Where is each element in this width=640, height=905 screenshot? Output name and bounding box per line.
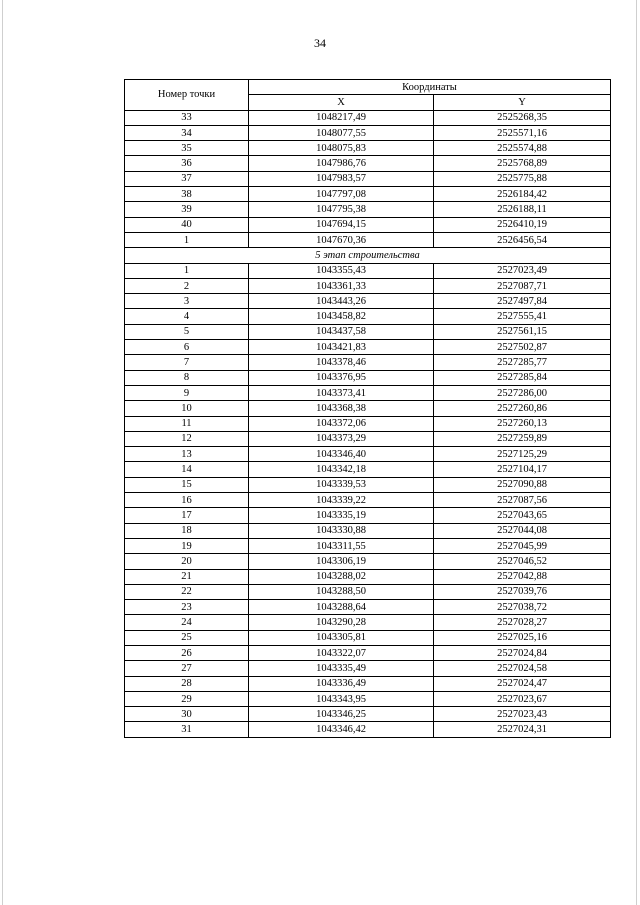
y-coordinate-cell: 2527555,41 — [434, 309, 611, 324]
point-number-cell: 19 — [125, 538, 249, 553]
point-number-cell: 23 — [125, 600, 249, 615]
table-row — [125, 615, 611, 630]
point-number-cell: 38 — [125, 187, 249, 202]
table-row — [125, 554, 611, 569]
point-number-cell: 28 — [125, 676, 249, 691]
x-coordinate-cell: 1043458,82 — [249, 309, 434, 324]
point-number-cell: 31 — [125, 722, 249, 737]
x-coordinate-cell: 1047983,57 — [249, 171, 434, 186]
y-coordinate-cell: 2527023,43 — [434, 707, 611, 722]
x-coordinate-cell: 1047694,15 — [249, 217, 434, 232]
x-coordinate-cell: 1043339,22 — [249, 493, 434, 508]
y-coordinate-cell: 2527024,84 — [434, 645, 611, 660]
point-number-cell: 7 — [125, 355, 249, 370]
table-row — [125, 431, 611, 446]
table-row — [125, 187, 611, 202]
y-coordinate-cell: 2527497,84 — [434, 294, 611, 309]
point-number-cell: 2 — [125, 278, 249, 293]
point-number-cell: 8 — [125, 370, 249, 385]
x-coordinate-cell: 1043343,95 — [249, 691, 434, 706]
header-coordinates: Координаты — [249, 80, 611, 95]
point-number-cell: 12 — [125, 431, 249, 446]
x-coordinate-cell: 1043305,81 — [249, 630, 434, 645]
header-y: Y — [434, 95, 611, 110]
x-coordinate-cell: 1043288,50 — [249, 584, 434, 599]
x-coordinate-cell: 1048077,55 — [249, 125, 434, 140]
x-coordinate-cell: 1043443,26 — [249, 294, 434, 309]
point-number-cell: 29 — [125, 691, 249, 706]
y-coordinate-cell: 2527090,88 — [434, 477, 611, 492]
x-coordinate-cell: 1043361,33 — [249, 278, 434, 293]
point-number-cell: 15 — [125, 477, 249, 492]
point-number-cell: 6 — [125, 340, 249, 355]
section-label: 5 этап строительства — [125, 248, 611, 263]
table-row — [125, 171, 611, 186]
y-coordinate-cell: 2525775,88 — [434, 171, 611, 186]
point-number-cell: 24 — [125, 615, 249, 630]
table-row — [125, 416, 611, 431]
point-number-cell: 1 — [125, 263, 249, 278]
x-coordinate-cell: 1048217,49 — [249, 110, 434, 125]
x-coordinate-cell: 1043346,25 — [249, 707, 434, 722]
y-coordinate-cell: 2527104,17 — [434, 462, 611, 477]
y-coordinate-cell: 2527024,31 — [434, 722, 611, 737]
point-number-cell: 39 — [125, 202, 249, 217]
table-row — [125, 370, 611, 385]
table-row — [125, 125, 611, 140]
y-coordinate-cell: 2527125,29 — [434, 447, 611, 462]
table-row — [125, 340, 611, 355]
y-coordinate-cell: 2527043,65 — [434, 508, 611, 523]
x-coordinate-cell: 1043311,55 — [249, 538, 434, 553]
y-coordinate-cell: 2525574,88 — [434, 141, 611, 156]
x-coordinate-cell: 1043288,64 — [249, 600, 434, 615]
point-number-cell: 36 — [125, 156, 249, 171]
point-number-cell: 22 — [125, 584, 249, 599]
point-number-cell: 25 — [125, 630, 249, 645]
x-coordinate-cell: 1043322,07 — [249, 645, 434, 660]
y-coordinate-cell: 2526184,42 — [434, 187, 611, 202]
point-number-cell: 13 — [125, 447, 249, 462]
x-coordinate-cell: 1043290,28 — [249, 615, 434, 630]
table-row — [125, 385, 611, 400]
y-coordinate-cell: 2526188,11 — [434, 202, 611, 217]
point-number-cell: 33 — [125, 110, 249, 125]
x-coordinate-cell: 1043372,06 — [249, 416, 434, 431]
x-coordinate-cell: 1047986,76 — [249, 156, 434, 171]
section-row — [125, 248, 611, 263]
table-row — [125, 569, 611, 584]
table-row — [125, 278, 611, 293]
x-coordinate-cell: 1043336,49 — [249, 676, 434, 691]
table-row — [125, 600, 611, 615]
x-coordinate-cell: 1043355,43 — [249, 263, 434, 278]
point-number-cell: 14 — [125, 462, 249, 477]
y-coordinate-cell: 2527502,87 — [434, 340, 611, 355]
coordinates-table — [124, 79, 611, 738]
table-row — [125, 538, 611, 553]
table-row — [125, 232, 611, 247]
y-coordinate-cell: 2525571,16 — [434, 125, 611, 140]
scan-edge-left — [2, 0, 3, 905]
y-coordinate-cell: 2527039,76 — [434, 584, 611, 599]
table-row — [125, 324, 611, 339]
x-coordinate-cell: 1043378,46 — [249, 355, 434, 370]
x-coordinate-cell: 1043373,41 — [249, 385, 434, 400]
x-coordinate-cell: 1043368,38 — [249, 401, 434, 416]
point-number-cell: 30 — [125, 707, 249, 722]
x-coordinate-cell: 1043342,18 — [249, 462, 434, 477]
table-row — [125, 217, 611, 232]
point-number-cell: 21 — [125, 569, 249, 584]
y-coordinate-cell: 2527025,16 — [434, 630, 611, 645]
table-row — [125, 477, 611, 492]
table-row — [125, 263, 611, 278]
table-row — [125, 722, 611, 737]
point-number-cell: 10 — [125, 401, 249, 416]
y-coordinate-cell: 2527260,13 — [434, 416, 611, 431]
y-coordinate-cell: 2526410,19 — [434, 217, 611, 232]
y-coordinate-cell: 2527045,99 — [434, 538, 611, 553]
y-coordinate-cell: 2527286,00 — [434, 385, 611, 400]
x-coordinate-cell: 1047797,08 — [249, 187, 434, 202]
table-row — [125, 401, 611, 416]
table-row — [125, 202, 611, 217]
point-number-cell: 1 — [125, 232, 249, 247]
scan-edge-right — [636, 0, 637, 905]
table-row — [125, 141, 611, 156]
point-number-cell: 9 — [125, 385, 249, 400]
point-number-cell: 35 — [125, 141, 249, 156]
x-coordinate-cell: 1043376,95 — [249, 370, 434, 385]
point-number-cell: 17 — [125, 508, 249, 523]
point-number-cell: 11 — [125, 416, 249, 431]
table-row — [125, 355, 611, 370]
table-row — [125, 294, 611, 309]
table-row — [125, 309, 611, 324]
point-number-cell: 18 — [125, 523, 249, 538]
y-coordinate-cell: 2527561,15 — [434, 324, 611, 339]
x-coordinate-cell: 1043335,49 — [249, 661, 434, 676]
y-coordinate-cell: 2527046,52 — [434, 554, 611, 569]
y-coordinate-cell: 2527042,88 — [434, 569, 611, 584]
y-coordinate-cell: 2526456,54 — [434, 232, 611, 247]
x-coordinate-cell: 1043346,40 — [249, 447, 434, 462]
x-coordinate-cell: 1047795,38 — [249, 202, 434, 217]
point-number-cell: 27 — [125, 661, 249, 676]
x-coordinate-cell: 1043346,42 — [249, 722, 434, 737]
y-coordinate-cell: 2527087,56 — [434, 493, 611, 508]
x-coordinate-cell: 1047670,36 — [249, 232, 434, 247]
table-row — [125, 110, 611, 125]
point-number-cell: 40 — [125, 217, 249, 232]
x-coordinate-cell: 1043421,83 — [249, 340, 434, 355]
point-number-cell: 16 — [125, 493, 249, 508]
point-number-cell: 5 — [125, 324, 249, 339]
x-coordinate-cell: 1043288,02 — [249, 569, 434, 584]
y-coordinate-cell: 2527285,77 — [434, 355, 611, 370]
point-number-cell: 3 — [125, 294, 249, 309]
x-coordinate-cell: 1043335,19 — [249, 508, 434, 523]
table-row — [125, 630, 611, 645]
table-row — [125, 508, 611, 523]
y-coordinate-cell: 2527285,84 — [434, 370, 611, 385]
x-coordinate-cell: 1043437,58 — [249, 324, 434, 339]
table-row — [125, 523, 611, 538]
y-coordinate-cell: 2527023,67 — [434, 691, 611, 706]
x-coordinate-cell: 1043330,88 — [249, 523, 434, 538]
y-coordinate-cell: 2527044,08 — [434, 523, 611, 538]
y-coordinate-cell: 2527259,89 — [434, 431, 611, 446]
y-coordinate-cell: 2525268,35 — [434, 110, 611, 125]
x-coordinate-cell: 1048075,83 — [249, 141, 434, 156]
x-coordinate-cell: 1043339,53 — [249, 477, 434, 492]
table-row — [125, 707, 611, 722]
table-row — [125, 493, 611, 508]
table-row — [125, 584, 611, 599]
y-coordinate-cell: 2527024,47 — [434, 676, 611, 691]
point-number-cell: 37 — [125, 171, 249, 186]
table-row — [125, 462, 611, 477]
table-row — [125, 645, 611, 660]
point-number-cell: 20 — [125, 554, 249, 569]
table-body-stage-4 — [125, 110, 611, 248]
page-number: 34 — [314, 36, 326, 50]
table-row — [125, 661, 611, 676]
table-row — [125, 676, 611, 691]
x-coordinate-cell: 1043373,29 — [249, 431, 434, 446]
y-coordinate-cell: 2527087,71 — [434, 278, 611, 293]
y-coordinate-cell: 2525768,89 — [434, 156, 611, 171]
header-x: X — [249, 95, 434, 110]
header-point-number: Номер точки — [125, 80, 249, 111]
y-coordinate-cell: 2527024,58 — [434, 661, 611, 676]
x-coordinate-cell: 1043306,19 — [249, 554, 434, 569]
y-coordinate-cell: 2527023,49 — [434, 263, 611, 278]
y-coordinate-cell: 2527260,86 — [434, 401, 611, 416]
point-number-cell: 26 — [125, 645, 249, 660]
table-row — [125, 691, 611, 706]
table-row — [125, 156, 611, 171]
point-number-cell: 4 — [125, 309, 249, 324]
point-number-cell: 34 — [125, 125, 249, 140]
table-row — [125, 447, 611, 462]
y-coordinate-cell: 2527028,27 — [434, 615, 611, 630]
y-coordinate-cell: 2527038,72 — [434, 600, 611, 615]
table-body-stage-5 — [125, 263, 611, 737]
